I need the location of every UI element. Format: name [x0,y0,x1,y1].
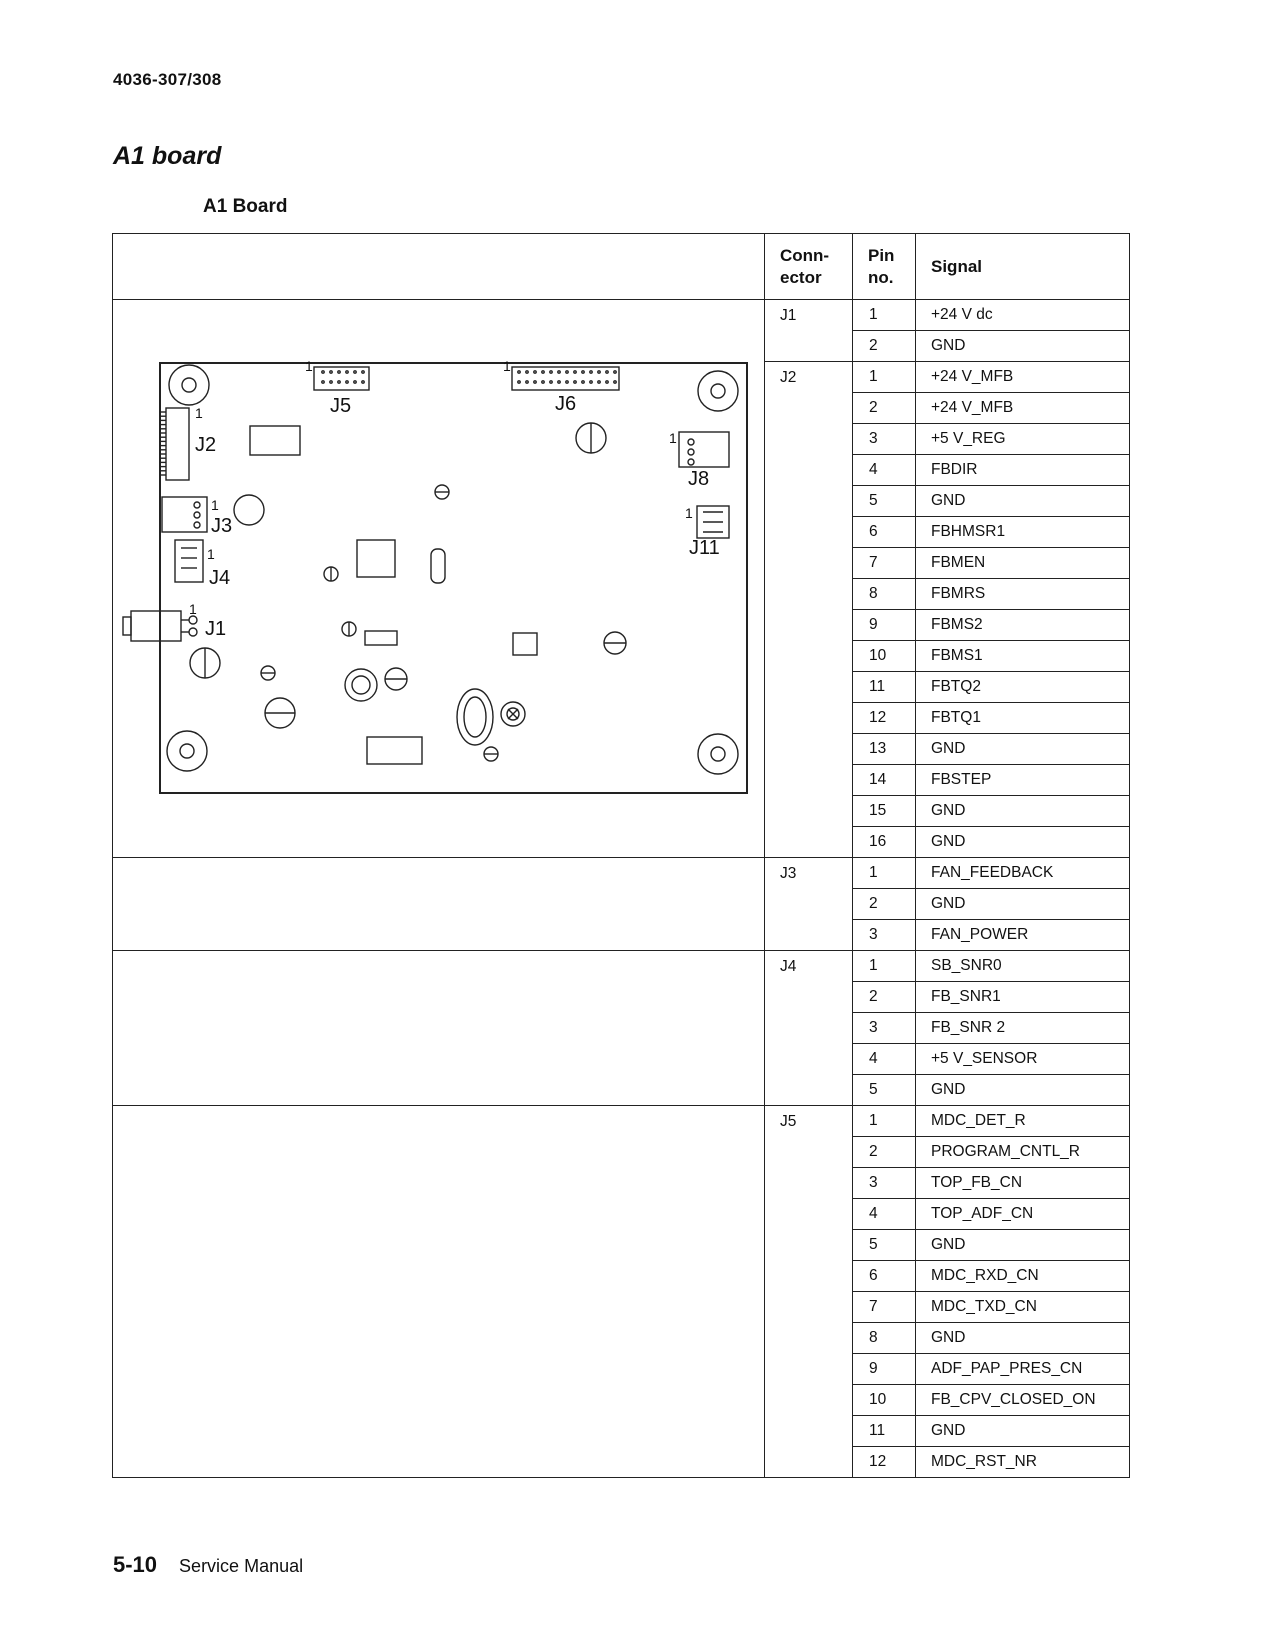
signal-cell: ADF_PAP_PRES_CN [916,1354,1130,1385]
pin-cell: 16 [853,827,916,858]
signal-cell: +24 V dc [916,300,1130,331]
label-block [367,737,422,764]
pin-dot [330,371,332,373]
connector-cell: J4 [765,951,853,1106]
signal-cell: MDC_RST_NR [916,1447,1130,1478]
pin-dot [526,371,528,373]
pin-dot [526,381,528,383]
pin-cell: 11 [853,672,916,703]
pin-dot [322,381,324,383]
pin-cell: 8 [853,1323,916,1354]
pin-dot [606,381,608,383]
pin-dot [614,371,616,373]
pin-cell: 2 [853,982,916,1013]
pin-dot [590,371,592,373]
crystal [431,549,445,583]
pin-dot [598,371,600,373]
j8-connector [679,432,729,467]
pin-cell: 5 [853,486,916,517]
table-header-row [113,234,1130,300]
header-graphic-cell [113,234,765,300]
pin-dot [582,381,584,383]
table-row [113,951,1130,982]
pin-cell: 15 [853,796,916,827]
signal-cell: MDC_RXD_CN [916,1261,1130,1292]
connector-cell: J5 [765,1106,853,1478]
pin-dot [354,371,356,373]
j1-connector [131,611,181,641]
pin-cell: 6 [853,1261,916,1292]
j4-connector [175,540,203,582]
pin-cell: 4 [853,455,916,486]
jumper-block [513,633,537,655]
signal-cell: GND [916,796,1130,827]
signal-cell: GND [916,827,1130,858]
pin-cell: 3 [853,1013,916,1044]
pin-cell: 3 [853,920,916,951]
pin-cell: 8 [853,579,916,610]
pin-dot [346,371,348,373]
a1-board-diagram [113,300,763,856]
pin-cell: 2 [853,889,916,920]
signal-cell: MDC_DET_R [916,1106,1130,1137]
signal-cell: MDC_TXD_CN [916,1292,1130,1323]
pin-cell: 5 [853,1230,916,1261]
signal-cell: TOP_ADF_CN [916,1199,1130,1230]
pin-one-marker: 1 [195,405,203,421]
footer-manual-title: Service Manual [179,1556,304,1576]
pin-dot [582,371,584,373]
pin-dot [614,381,616,383]
pin-dot [338,371,340,373]
pin-cell: 4 [853,1199,916,1230]
pin-dot [574,371,576,373]
pin-cell: 13 [853,734,916,765]
pin-dot [598,381,600,383]
pin-cell: 1 [853,362,916,393]
mounting-hole [169,365,209,405]
pin-dot [558,371,560,373]
pin-ring [189,616,197,624]
pin-cell: 10 [853,641,916,672]
table-caption: A1 Board [203,196,288,217]
pin-ring [688,459,694,465]
signal-cell: FBMS2 [916,610,1130,641]
pin-dot [566,381,568,383]
pin-one-marker: 1 [503,358,511,374]
pin-dot [518,371,520,373]
signal-cell: FBTQ2 [916,672,1130,703]
pin-cell: 3 [853,1168,916,1199]
pin-cell: 9 [853,610,916,641]
signal-cell: GND [916,1323,1130,1354]
pin-ring [189,628,197,636]
pin-dot [362,381,364,383]
mounting-hole-inner [182,378,196,392]
connector-pin-table [112,233,1130,1478]
signal-cell: PROGRAM_CNTL_R [916,1137,1130,1168]
signal-cell: GND [916,734,1130,765]
pin-cell: 12 [853,703,916,734]
j1-label: J1 [205,618,227,640]
pin-cell: 10 [853,1385,916,1416]
signal-cell: FAN_POWER [916,920,1130,951]
pin-dot [534,381,536,383]
pin-dot [550,381,552,383]
j5-label: J5 [330,395,352,417]
pin-ring [688,439,694,445]
pin-dot [542,371,544,373]
pin-cell: 4 [853,1044,916,1075]
j1-plug [123,617,131,635]
pin-cell: 1 [853,300,916,331]
mounting-hole-inner [180,744,194,758]
header-connector: Conn- ector [765,234,853,300]
pin-one-marker: 1 [305,358,313,374]
pin-one-marker: 1 [669,430,677,446]
signal-cell: FBDIR [916,455,1130,486]
pin-cell: 7 [853,1292,916,1323]
pin-dot [330,381,332,383]
pin-dot [574,381,576,383]
buzzer-inner [464,697,486,737]
pin-cell: 11 [853,1416,916,1447]
pin-cell: 2 [853,1137,916,1168]
signal-cell: FAN_FEEDBACK [916,858,1130,889]
pin-dot [338,381,340,383]
capacitor-large [345,669,377,701]
signal-cell: FBTQ1 [916,703,1130,734]
signal-cell: FBHMSR1 [916,517,1130,548]
pin-dot [354,381,356,383]
j3-label: J3 [211,515,233,537]
signal-cell: +24 V_MFB [916,362,1130,393]
pin-dot [346,381,348,383]
pin-cell: 1 [853,951,916,982]
pin-dot [550,371,552,373]
signal-cell: FBMRS [916,579,1130,610]
pin-dot [362,371,364,373]
pin-one-marker: 1 [685,505,693,521]
pin-one-marker: 1 [189,601,197,617]
pin-dot [590,381,592,383]
pin-cell: 2 [853,393,916,424]
connector-cell: J2 [765,362,853,858]
pin-dot [566,371,568,373]
signal-cell: +5 V_REG [916,424,1130,455]
ic-component [250,426,300,455]
table-row [113,858,1130,889]
empty-graphic-cell [113,951,765,1106]
j2-label: J2 [195,434,217,456]
pin-ring [194,502,200,508]
signal-cell: GND [916,331,1130,362]
header-pin: Pin no. [853,234,916,300]
mounting-hole-inner [711,384,725,398]
pin-dot [542,381,544,383]
pin-cell: 2 [853,331,916,362]
pin-dot [534,371,536,373]
pin-cell: 12 [853,1447,916,1478]
pin-ring [688,449,694,455]
pin-ring [194,522,200,528]
signal-cell: +24 V_MFB [916,393,1130,424]
signal-cell: FB_CPV_CLOSED_ON [916,1385,1130,1416]
pin-cell: 3 [853,424,916,455]
j8-label: J8 [688,468,710,490]
empty-graphic-cell [113,1106,765,1478]
pin-cell: 6 [853,517,916,548]
j4-label: J4 [209,567,231,589]
table-row [113,1106,1130,1137]
j2-connector [166,408,189,480]
signal-cell: GND [916,486,1130,517]
signal-cell: FBSTEP [916,765,1130,796]
pin-dot [606,371,608,373]
section-title: A1 board [113,142,222,170]
mounting-hole [167,731,207,771]
pin-dot [518,381,520,383]
mounting-hole [698,734,738,774]
signal-cell: FB_SNR 2 [916,1013,1130,1044]
signal-cell: FB_SNR1 [916,982,1130,1013]
capacitor [234,495,264,525]
pin-cell: 9 [853,1354,916,1385]
document-code: 4036-307/308 [113,70,222,89]
pin-ring [194,512,200,518]
pin-cell: 14 [853,765,916,796]
connector-cell: J1 [765,300,853,362]
pin-cell: 1 [853,1106,916,1137]
resistor [365,631,397,645]
pin-cell: 7 [853,548,916,579]
signal-cell: GND [916,889,1130,920]
page-footer [113,1552,303,1578]
empty-graphic-cell [113,858,765,951]
mounting-hole [698,371,738,411]
pin-cell: 5 [853,1075,916,1106]
signal-cell: GND [916,1230,1130,1261]
signal-cell: FBMS1 [916,641,1130,672]
mounting-hole-inner [711,747,725,761]
signal-cell: GND [916,1075,1130,1106]
signal-cell: TOP_FB_CN [916,1168,1130,1199]
board-diagram-cell [113,300,765,858]
signal-cell: FBMEN [916,548,1130,579]
j11-label: J11 [689,537,720,559]
connector-cell: J3 [765,858,853,951]
pin-cell: 1 [853,858,916,889]
pin-dot [322,371,324,373]
board-outline [160,363,747,793]
pin-dot [558,381,560,383]
table-row [113,300,1130,331]
j6-label: J6 [555,393,577,415]
pin-one-marker: 1 [207,546,215,562]
signal-cell: +5 V_SENSOR [916,1044,1130,1075]
signal-cell: GND [916,1416,1130,1447]
capacitor-inner [352,676,370,694]
processor-chip [357,540,395,577]
pin-one-marker: 1 [211,497,219,513]
signal-cell: SB_SNR0 [916,951,1130,982]
header-signal: Signal [916,234,1130,300]
footer-page-number: 5-10 [113,1552,158,1577]
